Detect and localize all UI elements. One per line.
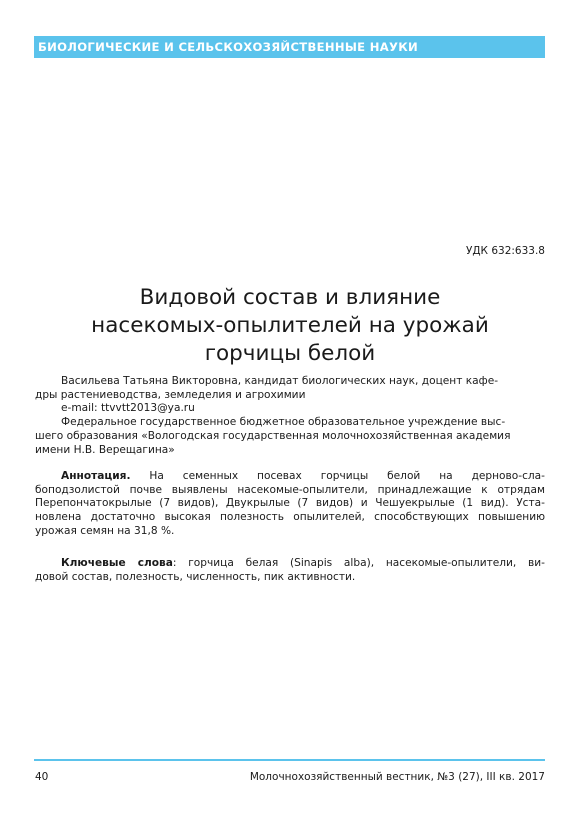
keywords-text: : горчица белая (Sinapis alba), насекомые-опылители, ви- — [172, 557, 545, 569]
title-line: горчицы белой — [204, 341, 376, 366]
page-number: 40 — [35, 771, 49, 783]
author-line: Васильева Татьяна Викторовна, кандидат биологических наук, доцент кафе- — [61, 375, 499, 387]
keywords-label: Ключевые слова — [61, 557, 173, 569]
author-info — [35, 375, 545, 457]
abstract-line: урожая семян на 31,8 %. — [35, 524, 175, 537]
author-email: e-mail: ttvvtt2013@ya.ru — [61, 402, 195, 415]
title-line: Видовой состав и влияние — [139, 285, 441, 310]
abstract-line: Перепончатокрылые (7 видов), Двукрылые (7 видов) и Чешуекрылые (1 вид). Уста- — [35, 497, 545, 510]
author-line: дры растениеводства, земледелия и агрохимии — [35, 388, 306, 401]
affiliation-line: шего образования «Вологодская государственная молочнохозяйственная академия — [35, 429, 511, 442]
journal-citation: Молочнохозяйственный вестник, №3 (27), III кв. 2017 — [249, 771, 545, 783]
keywords-line: довой состав, полезность, численность, пик активности. — [35, 570, 356, 583]
section-title: БИОЛОГИЧЕСКИЕ И СЕЛЬСКОХОЗЯЙСТВЕННЫЕ НАУКИ — [38, 40, 418, 54]
abstract-label: Аннотация. — [61, 470, 131, 482]
keywords — [35, 557, 545, 584]
abstract-text: На семенных посевах горчицы белой на дерново-сла- — [130, 470, 545, 482]
affiliation-line: Федеральное государственное бюджетное образовательное учреждение выс- — [61, 416, 506, 429]
article-title — [40, 284, 540, 368]
abstract-line — [35, 470, 545, 484]
title-line: насекомых-опылителей на урожай — [91, 313, 489, 338]
keywords-line — [35, 557, 545, 571]
footer-divider — [34, 759, 545, 761]
affiliation-line: имени Н.В. Верещагина» — [35, 443, 175, 456]
udk-code: УДК 632:633.8 — [465, 245, 545, 257]
abstract-line: боподзолистой почве выявлены насекомые-опылители, принадлежащие к отрядам — [35, 483, 545, 496]
section-header-band — [34, 36, 545, 58]
abstract — [35, 470, 545, 539]
abstract-line: новлена достаточно высокая полезность опылителей, способствующих повышению — [35, 511, 545, 524]
